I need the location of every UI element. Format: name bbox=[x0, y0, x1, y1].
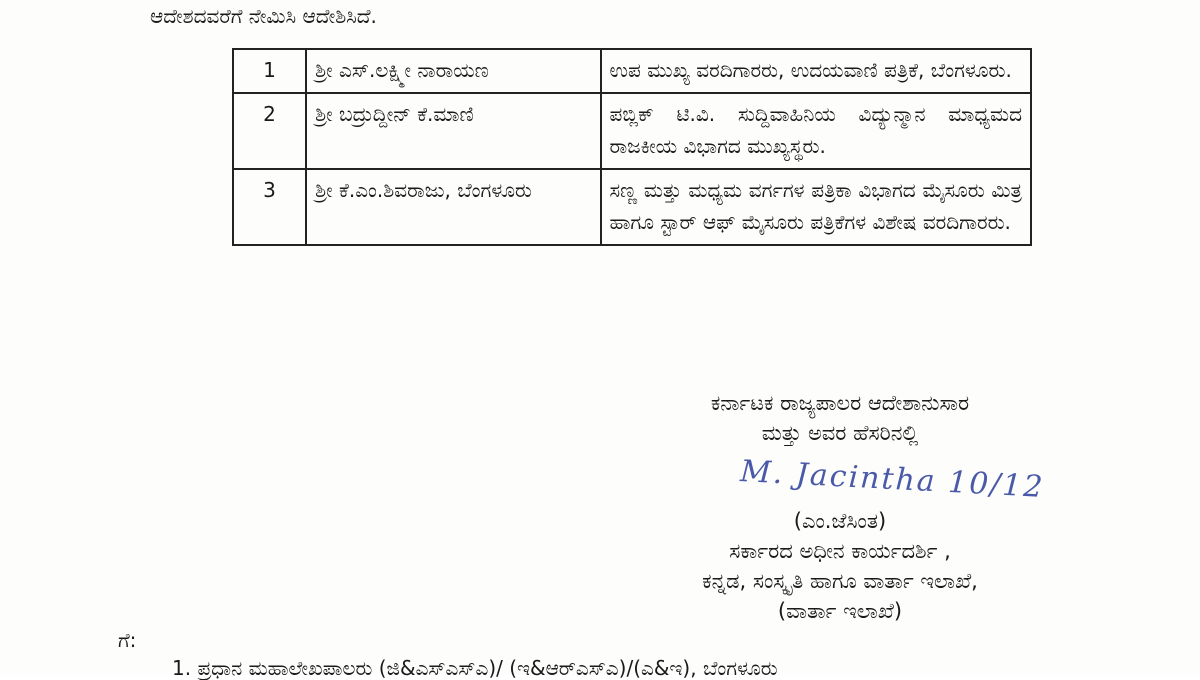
handwritten-signature: M. Jacintha 10/12 bbox=[739, 454, 1046, 505]
member-role: ಸಣ್ಣ ಮತ್ತು ಮಧ್ಯಮ ವರ್ಗಗಳ ಪತ್ರಿಕಾ ವಿಭಾಗದ ಮೈಸೂರು ಮಿತ್ರ ಹಾಗೂ ಸ್ಟಾರ್ ಆಫ್ ಮೈಸೂರು ಪತ್ರಿಕೆಗಳ ವಿಶೇಷ ವರದಿಗಾರರು. bbox=[601, 169, 1031, 245]
row-number: 2 bbox=[233, 93, 306, 169]
recipient-item: 1. ಪ್ರಧಾನ ಮಹಾಲೇಖಪಾಲರು (ಜಿ&ಎಸ್‌ಎಸ್‌ಎ)/ (ಇ&ಆರ್‌ಎಸ್‌ಎ)/(ಎ&ಇ), ಬೆಂಗಳೂರು bbox=[172, 656, 778, 680]
officer-name: (ಎಂ.ಜೆಸಿಂತ) bbox=[793, 509, 887, 533]
department-name: ಕನ್ನಡ, ಸಂಸ್ಕೃತಿ ಹಾಗೂ ವಾರ್ತಾ ಇಲಾಖೆ, bbox=[702, 569, 978, 593]
officer-block bbox=[560, 506, 1120, 626]
table-row bbox=[233, 93, 1031, 169]
member-name: ಶ್ರೀ ಎಸ್.ಲಕ್ಷ್ಮೀ ನಾರಾಯಣ bbox=[306, 49, 600, 93]
order-line-1: ಕರ್ನಾಟಕ ರಾಜ್ಯಪಾಲರ ಆದೇಶಾನುಸಾರ bbox=[710, 391, 970, 415]
table-row bbox=[233, 169, 1031, 245]
officer-title: ಸರ್ಕಾರದ ಅಧೀನ ಕಾರ್ಯದರ್ಶಿ , bbox=[729, 539, 951, 563]
member-name: ಶ್ರೀ ಕೆ.ಎಂ.ಶಿವರಾಜು, ಬೆಂಗಳೂರು bbox=[306, 169, 600, 245]
order-authority bbox=[560, 388, 1120, 448]
intro-line: ಆದೇಶದವರೆಗೆ ನೇಮಿಸಿ ಆದೇಶಿಸಿದೆ. bbox=[150, 4, 377, 28]
members-table bbox=[232, 48, 1032, 246]
to-label: ಗೆ: bbox=[118, 628, 137, 652]
row-number: 3 bbox=[233, 169, 306, 245]
table-row bbox=[233, 49, 1031, 93]
member-role: ಪಬ್ಲಿಕ್ ಟಿ.ವಿ. ಸುದ್ದಿವಾಹಿನಿಯ ವಿದ್ಯುನ್ಮಾನ ಮಾಧ್ಯಮದ ರಾಜಕೀಯ ವಿಭಾಗದ ಮುಖ್ಯಸ್ಥರು. bbox=[601, 93, 1031, 169]
order-line-2: ಮತ್ತು ಅವರ ಹೆಸರಿನಲ್ಲಿ bbox=[761, 421, 919, 445]
member-name: ಶ್ರೀ ಬದ್ರುದ್ದೀನ್ ಕೆ.ಮಾಣಿ bbox=[306, 93, 600, 169]
member-role: ಉಪ ಮುಖ್ಯ ವರದಿಗಾರರು, ಉದಯವಾಣಿ ಪತ್ರಿಕೆ, ಬೆಂಗಳೂರು. bbox=[601, 49, 1031, 93]
sub-department-name: (ವಾರ್ತಾ ಇಲಾಖೆ) bbox=[777, 599, 903, 623]
row-number: 1 bbox=[233, 49, 306, 93]
